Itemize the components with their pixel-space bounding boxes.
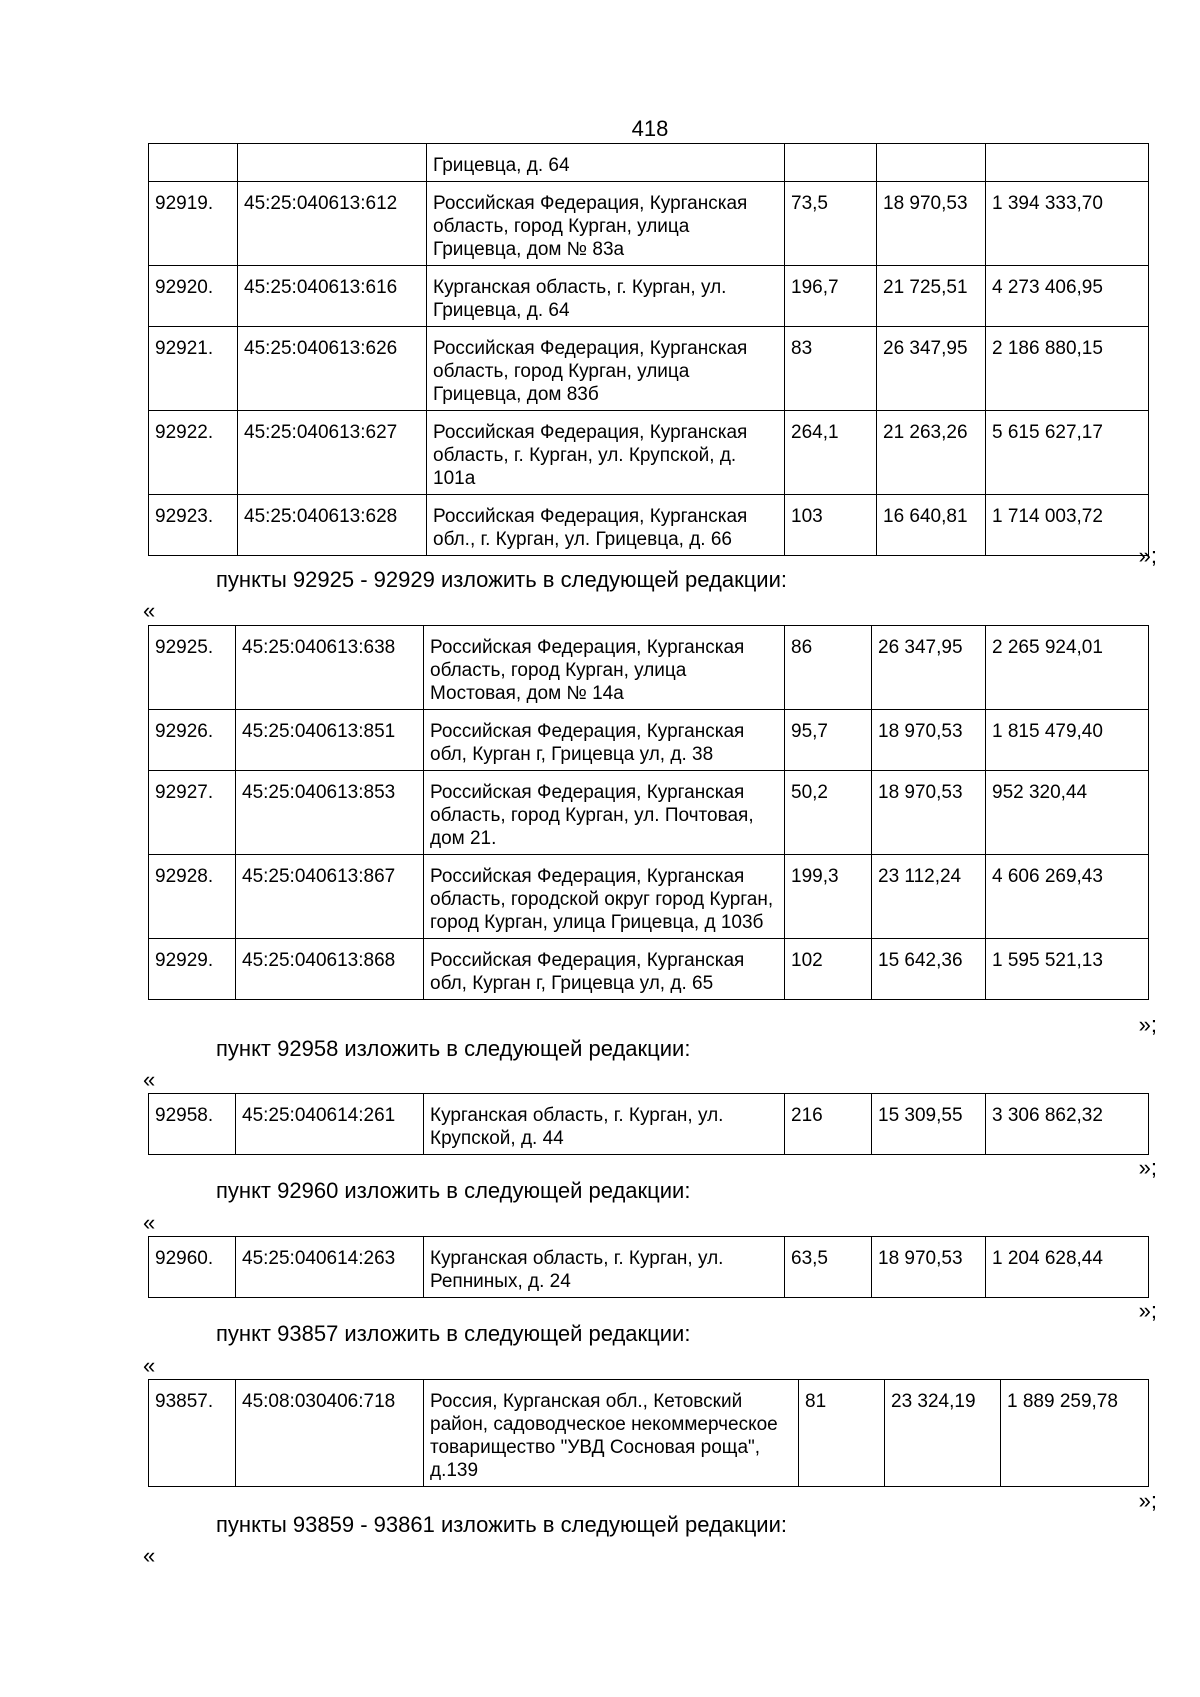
section-heading: пункт 92958 изложить в следующей редакции: bbox=[216, 1036, 691, 1061]
cadastral-value-cell: 2 265 924,01 bbox=[986, 626, 1149, 710]
open-quote: « bbox=[143, 1353, 156, 1378]
cadastral-value-cell: 1 815 479,40 bbox=[986, 710, 1149, 771]
cadastral-number-cell: 45:25:040614:261 bbox=[236, 1094, 424, 1155]
address-cell: Российская Федерация, Курганская обл., г. Курган, ул. Грицевца, д. 66 bbox=[427, 495, 785, 556]
unit-rate-cell: 23 112,24 bbox=[872, 855, 986, 939]
unit-rate-cell: 15 642,36 bbox=[872, 939, 986, 1000]
section-heading: пункты 93859 - 93861 изложить в следующей редакции: bbox=[216, 1512, 788, 1537]
table-row bbox=[149, 266, 1149, 327]
address-cell: Российская Федерация, Курганская область, город Курган, улица Грицевца, дом 83б bbox=[427, 327, 785, 411]
cadastral-value-cell: 4 273 406,95 bbox=[986, 266, 1149, 327]
address-cell: Россия, Курганская обл., Кетовский район, садоводческое некоммерческое товарищество "УВД Сосновая роща", д.139 bbox=[424, 1380, 799, 1487]
row-number-cell: 92922. bbox=[149, 411, 238, 495]
unit-rate-cell: 21 263,26 bbox=[877, 411, 986, 495]
unit-rate-cell: 18 970,53 bbox=[872, 771, 986, 855]
cadastral-table-4 bbox=[148, 1236, 1149, 1298]
cadastral-number-cell: 45:25:040613:626 bbox=[238, 327, 427, 411]
address-cell: Российская Федерация, Курганская обл, Курган г, Грицевца ул, д. 65 bbox=[424, 939, 785, 1000]
cadastral-value-cell: 3 306 862,32 bbox=[986, 1094, 1149, 1155]
cadastral-number-cell: 45:25:040613:616 bbox=[238, 266, 427, 327]
area-cell: 73,5 bbox=[785, 182, 877, 266]
table-row bbox=[149, 1237, 1149, 1298]
area-cell: 264,1 bbox=[785, 411, 877, 495]
table-row bbox=[149, 771, 1149, 855]
cadastral-value-cell: 1 889 259,78 bbox=[1001, 1380, 1149, 1487]
cadastral-value-cell: 1 204 628,44 bbox=[986, 1237, 1149, 1298]
area-cell: 86 bbox=[785, 626, 872, 710]
row-number-cell: 92921. bbox=[149, 327, 238, 411]
open-quote: « bbox=[143, 598, 156, 623]
cadastral-value-cell: 1 394 333,70 bbox=[986, 182, 1149, 266]
open-quote: « bbox=[143, 1210, 156, 1235]
unit-rate-cell: 18 970,53 bbox=[877, 182, 986, 266]
cadastral-number-cell bbox=[238, 144, 427, 182]
area-cell: 196,7 bbox=[785, 266, 877, 327]
address-cell: Курганская область, г. Курган, ул. Крупской, д. 44 bbox=[424, 1094, 785, 1155]
row-number-cell: 92923. bbox=[149, 495, 238, 556]
row-number-cell: 92926. bbox=[149, 710, 236, 771]
cadastral-number-cell: 45:25:040613:853 bbox=[236, 771, 424, 855]
table-row bbox=[149, 411, 1149, 495]
area-cell bbox=[785, 144, 877, 182]
unit-rate-cell: 16 640,81 bbox=[877, 495, 986, 556]
open-quote: « bbox=[143, 1067, 156, 1092]
unit-rate-cell: 23 324,19 bbox=[885, 1380, 1001, 1487]
cadastral-number-cell: 45:25:040613:867 bbox=[236, 855, 424, 939]
cadastral-value-cell: 4 606 269,43 bbox=[986, 855, 1149, 939]
table-row bbox=[149, 495, 1149, 556]
cadastral-value-cell: 2 186 880,15 bbox=[986, 327, 1149, 411]
table-row bbox=[149, 1094, 1149, 1155]
area-cell: 199,3 bbox=[785, 855, 872, 939]
close-quote: »; bbox=[1138, 1488, 1157, 1513]
unit-rate-cell: 21 725,51 bbox=[877, 266, 986, 327]
close-quote: »; bbox=[1138, 1298, 1157, 1323]
close-quote: »; bbox=[1138, 543, 1157, 568]
table-row bbox=[149, 626, 1149, 710]
unit-rate-cell bbox=[877, 144, 986, 182]
address-cell: Курганская область, г. Курган, ул. Грицевца, д. 64 bbox=[427, 266, 785, 327]
cadastral-table-5 bbox=[148, 1379, 1149, 1487]
address-cell: Российская Федерация, Курганская область, город Курган, ул. Почтовая, дом 21. bbox=[424, 771, 785, 855]
cadastral-value-cell: 5 615 627,17 bbox=[986, 411, 1149, 495]
cadastral-value-cell bbox=[986, 144, 1149, 182]
cadastral-number-cell: 45:08:030406:718 bbox=[236, 1380, 424, 1487]
row-number-cell: 92960. bbox=[149, 1237, 236, 1298]
cadastral-number-cell: 45:25:040614:263 bbox=[236, 1237, 424, 1298]
row-number-cell: 92928. bbox=[149, 855, 236, 939]
cadastral-value-cell: 1 595 521,13 bbox=[986, 939, 1149, 1000]
row-number-cell: 92958. bbox=[149, 1094, 236, 1155]
address-cell: Российская Федерация, Курганская область, г. Курган, ул. Крупской, д. 101а bbox=[427, 411, 785, 495]
address-cell: Грицевца, д. 64 bbox=[427, 144, 785, 182]
row-number-cell: 92920. bbox=[149, 266, 238, 327]
table-row bbox=[149, 939, 1149, 1000]
address-cell: Российская Федерация, Курганская область, городской округ город Курган, город Курган, улица Грицевца, д 103б bbox=[424, 855, 785, 939]
table-row bbox=[149, 327, 1149, 411]
area-cell: 102 bbox=[785, 939, 872, 1000]
cadastral-value-cell: 1 714 003,72 bbox=[986, 495, 1149, 556]
row-number-cell: 92919. bbox=[149, 182, 238, 266]
row-number-cell: 93857. bbox=[149, 1380, 236, 1487]
cadastral-table-1 bbox=[148, 143, 1149, 556]
area-cell: 50,2 bbox=[785, 771, 872, 855]
cadastral-number-cell: 45:25:040613:612 bbox=[238, 182, 427, 266]
section-heading: пункты 92925 - 92929 изложить в следующей редакции: bbox=[216, 567, 788, 592]
open-quote: « bbox=[143, 1543, 156, 1568]
cadastral-table-2 bbox=[148, 625, 1149, 1000]
unit-rate-cell: 18 970,53 bbox=[872, 710, 986, 771]
table-row bbox=[149, 182, 1149, 266]
unit-rate-cell: 18 970,53 bbox=[872, 1237, 986, 1298]
cadastral-number-cell: 45:25:040613:638 bbox=[236, 626, 424, 710]
unit-rate-cell: 15 309,55 bbox=[872, 1094, 986, 1155]
area-cell: 63,5 bbox=[785, 1237, 872, 1298]
cadastral-number-cell: 45:25:040613:851 bbox=[236, 710, 424, 771]
row-number-cell: 92927. bbox=[149, 771, 236, 855]
cadastral-number-cell: 45:25:040613:627 bbox=[238, 411, 427, 495]
area-cell: 83 bbox=[785, 327, 877, 411]
unit-rate-cell: 26 347,95 bbox=[877, 327, 986, 411]
section-heading: пункт 93857 изложить в следующей редакции: bbox=[216, 1321, 691, 1346]
table-row bbox=[149, 855, 1149, 939]
row-number-cell: 92925. bbox=[149, 626, 236, 710]
address-cell: Курганская область, г. Курган, ул. Репниных, д. 24 bbox=[424, 1237, 785, 1298]
cadastral-number-cell: 45:25:040613:628 bbox=[238, 495, 427, 556]
area-cell: 216 bbox=[785, 1094, 872, 1155]
table-row bbox=[149, 710, 1149, 771]
cadastral-number-cell: 45:25:040613:868 bbox=[236, 939, 424, 1000]
address-cell: Российская Федерация, Курганская обл, Курган г, Грицевца ул, д. 38 bbox=[424, 710, 785, 771]
area-cell: 103 bbox=[785, 495, 877, 556]
close-quote: »; bbox=[1138, 1155, 1157, 1180]
section-heading: пункт 92960 изложить в следующей редакции: bbox=[216, 1178, 691, 1203]
row-number-cell bbox=[149, 144, 238, 182]
page-number: 418 bbox=[631, 116, 669, 141]
close-quote: »; bbox=[1138, 1012, 1157, 1037]
address-cell: Российская Федерация, Курганская область, город Курган, улица Грицевца, дом № 83а bbox=[427, 182, 785, 266]
address-cell: Российская Федерация, Курганская область, город Курган, улица Мостовая, дом № 14а bbox=[424, 626, 785, 710]
unit-rate-cell: 26 347,95 bbox=[872, 626, 986, 710]
cadastral-table-3 bbox=[148, 1093, 1149, 1155]
table-row bbox=[149, 144, 1149, 182]
table-row bbox=[149, 1380, 1149, 1487]
area-cell: 95,7 bbox=[785, 710, 872, 771]
row-number-cell: 92929. bbox=[149, 939, 236, 1000]
cadastral-value-cell: 952 320,44 bbox=[986, 771, 1149, 855]
area-cell: 81 bbox=[799, 1380, 885, 1487]
